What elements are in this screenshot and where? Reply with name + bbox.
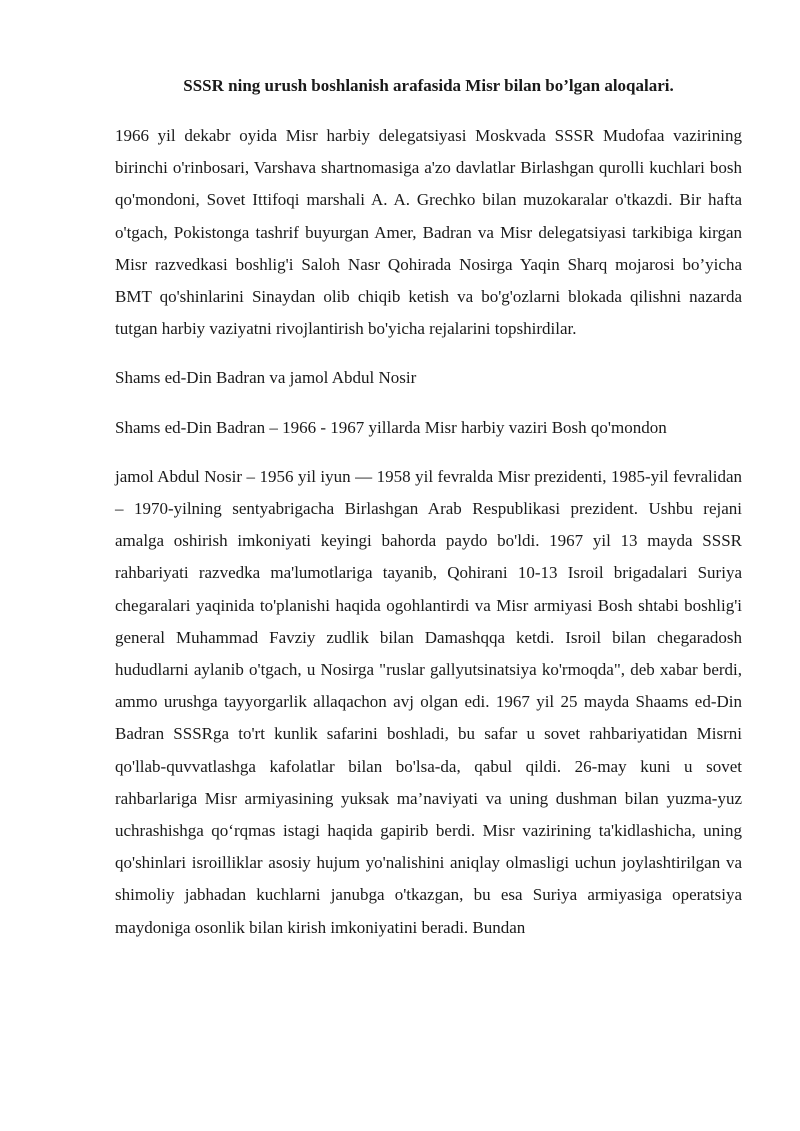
document-title: SSSR ning urush boshlanish arafasida Misr bilan bo’lgan aloqalari. bbox=[183, 76, 674, 95]
paragraph-intro: 1966 yil dekabr oyida Misr harbiy delegatsiyasi Moskvada SSSR Mudofaa vazirining birinchi o'rinbosari, Varshava shartnomasiga a'zo davlatlar Birlashgan qurolli kuchlari bosh qo'mondoni, Sovet Ittifoqi marshali A. A. Grechko bilan muzokaralar o'tkazdi. Bir hafta o'tgach, Pokistonga tashrif buyurgan Amer, Badran va Misr delegatsiyasi tarkibiga kirgan Misr razvedkasi boshlig'i Saloh Nasr Qohirada Nosirga Yaqin Sharq mojarosi bo’yicha BMT qo'shinlarini Sinaydan olib chiqib ketish va bo'g'ozlarni blokada qilishni nazarda tutgan harbiy vaziyatni rivojlantirish bo'yicha rejalarini topshirdilar. bbox=[115, 126, 742, 339]
paragraph-badran-note: Shams ed-Din Badran – 1966 - 1967 yillarda Misr harbiy vaziri Bosh qo'mondon bbox=[115, 417, 667, 437]
paragraph-nosir-note: jamol Abdul Nosir – 1956 yil iyun — 1958 yil fevralda Misr prezidenti, 1985-yil fevralidan – 1970-yilning sentyabrigacha Birlashgan Arab Respublikasi prezident. Ushbu rejani amalga oshirish imkoniyati keyingi bahorda paydo bo'ldi. 1967 yil 13 mayda SSSR rahbariyati razvedka ma'lumotlariga tayanib, Qohirani 10-13 Isroil brigadalari Suriya chegaralari yaqinida to'planishi haqida ogohlantirdi va Misr armiyasi Bosh shtabi boshlig'i general Muhammad Favziy zudlik bilan Damashqqa ketdi. Isroil bilan chegaradosh hududlarni aylanib o'tgach, u Nosirga "ruslar gallyutsinatsiya ko'rmoqda", deb xabar berdi, ammo urushga tayyorgarlik allaqachon avj olgan edi. 1967 yil 25 mayda Shaams ed-Din Badran SSSRga to'rt kunlik safarini boshladi, bu safar u sovet rahbariyatidan Misrni qo'llab-quvvatlashga kafolatlar bilan bo'lsa-da, qabul qildi. 26-may kuni u sovet rahbarlariga Misr armiyasining yuksak ma’naviyati va uning dushman bilan yuzma-yuz uchrashishga qo‘rqmas istagi haqida gapirib berdi. Misr vazirining ta'kidlashicha, uning qo'shinlari isroilliklar asosiy hujum yo'nalishini aniqlay olmasligi uchun joylashtirilgan va shimoliy jabhadan kuchlarni janubga o'tkazgan, bu esa Suriya armiyasiga operatsiya maydoniga osonlik bilan kirish imkoniyatini beradi. Bundan bbox=[115, 466, 742, 937]
paragraph-subheading: Shams ed-Din Badran va jamol Abdul Nosir bbox=[115, 368, 417, 388]
